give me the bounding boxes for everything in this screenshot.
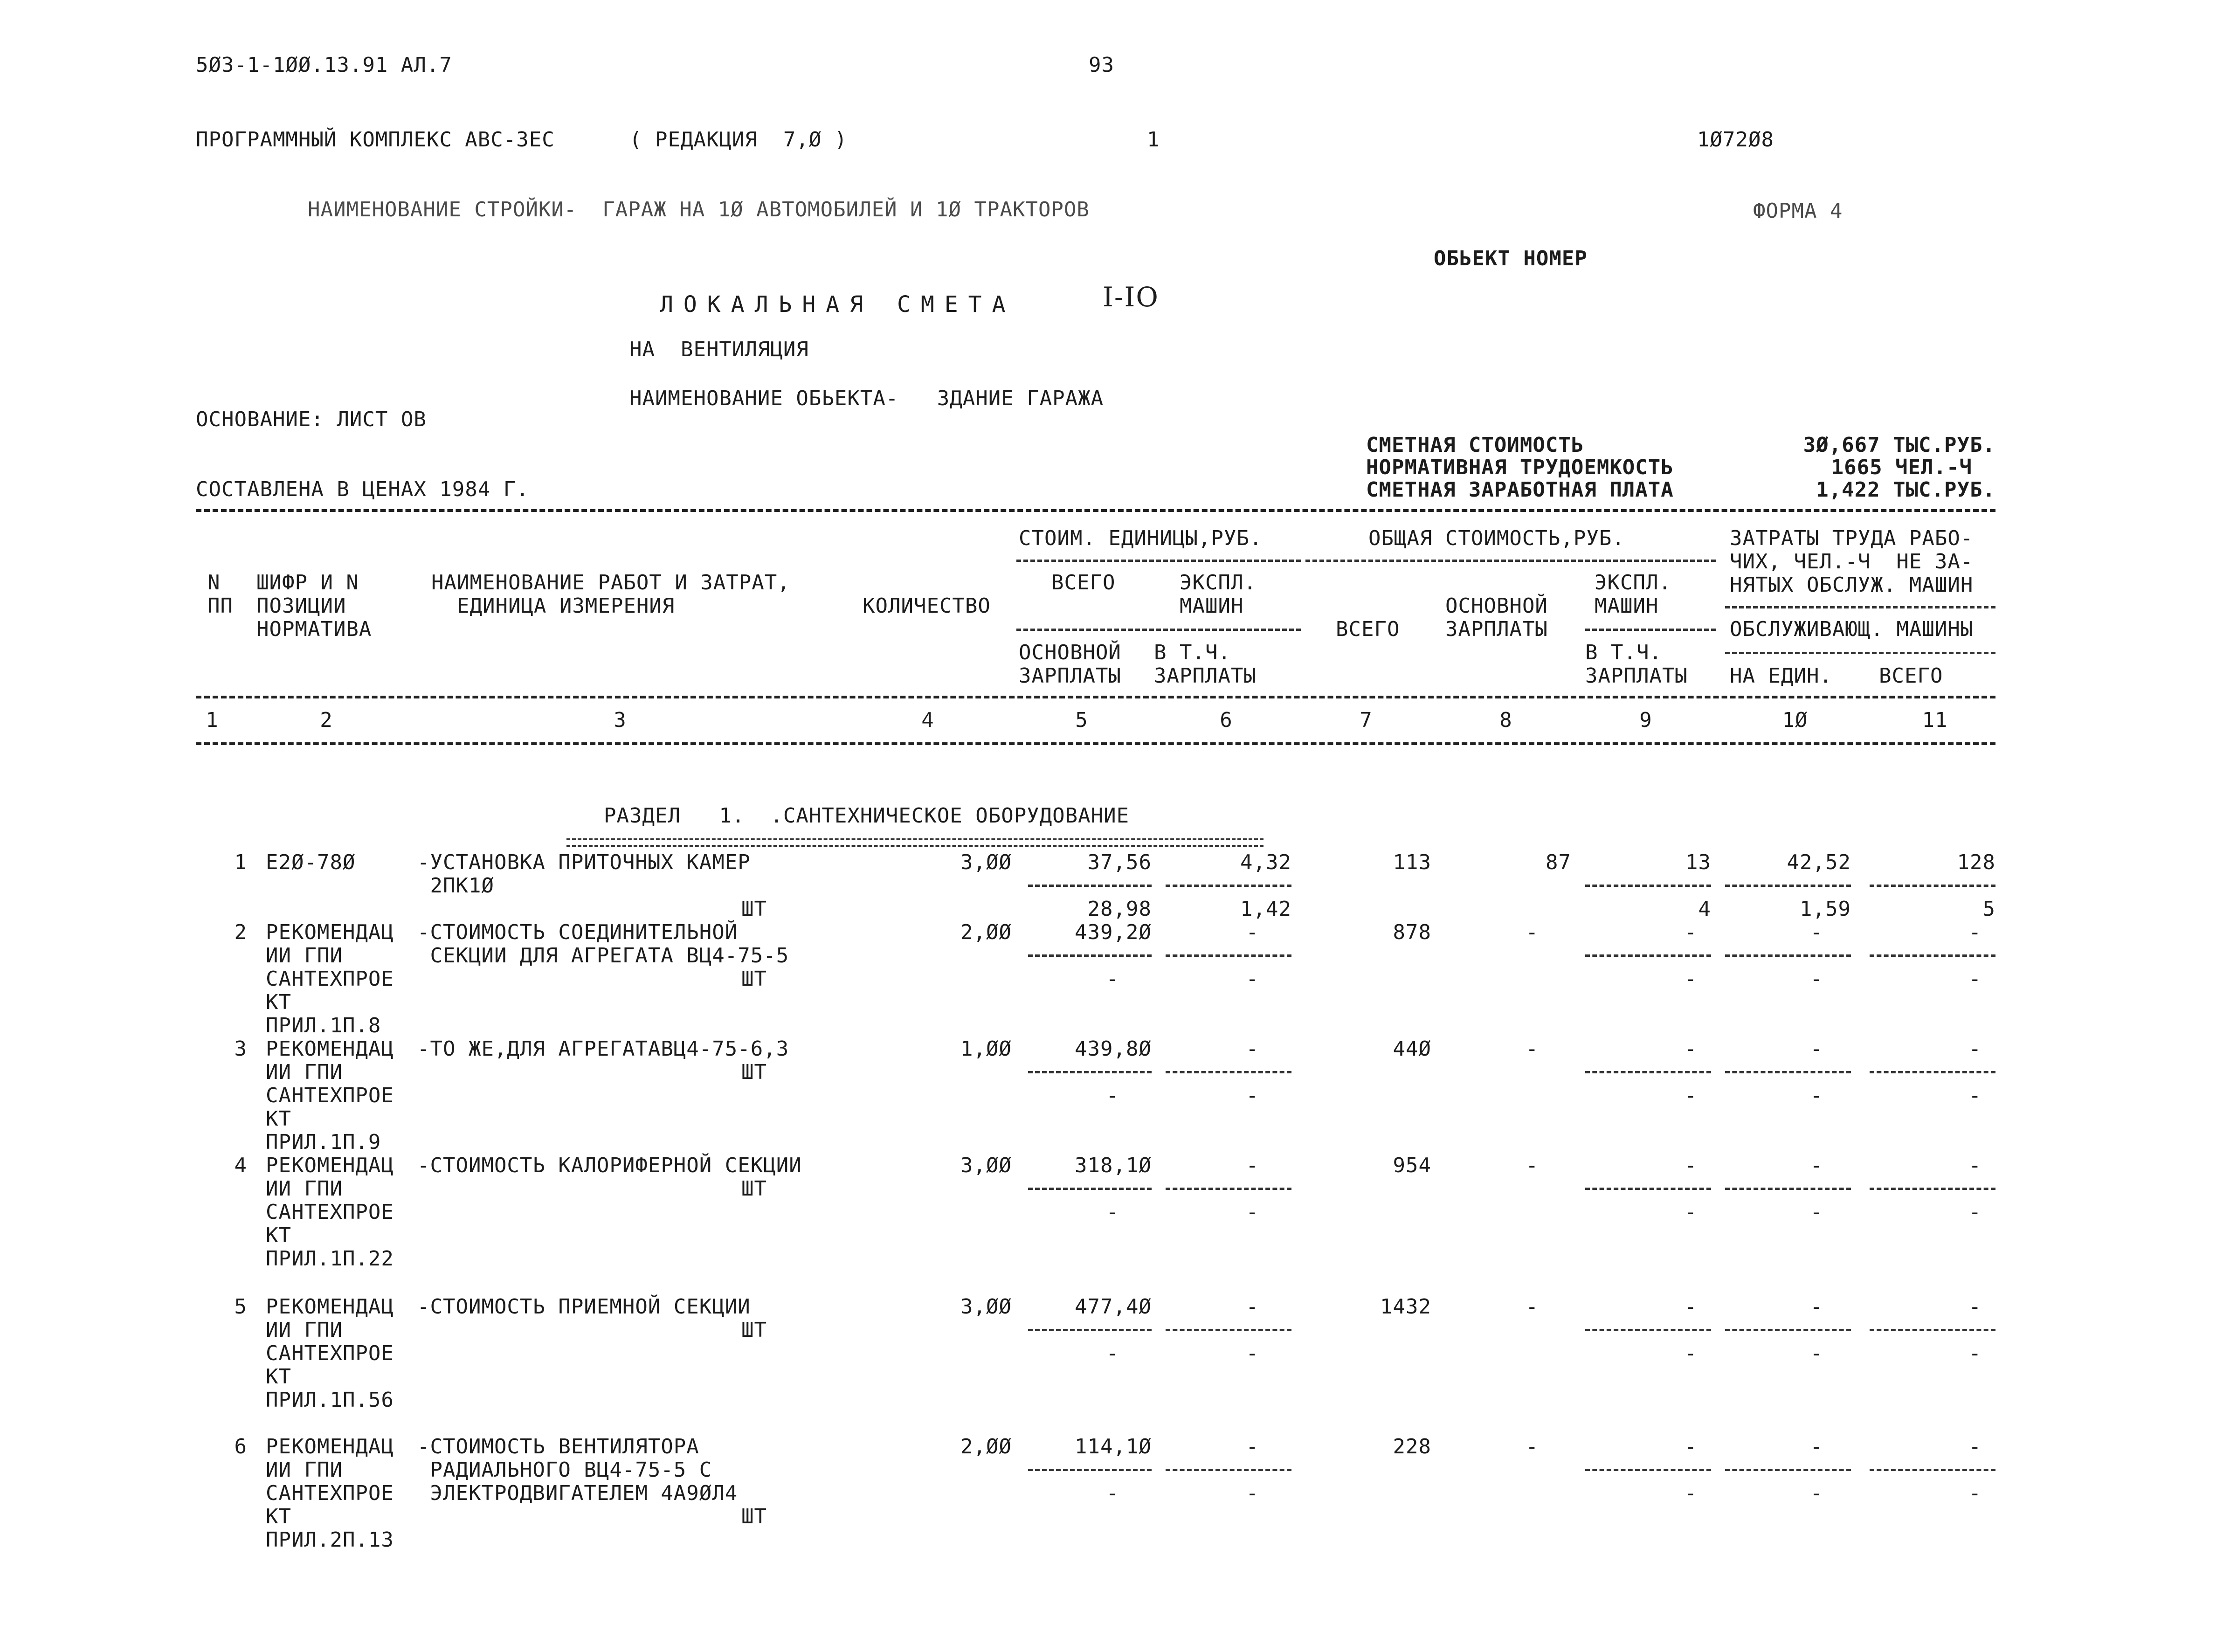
header-tc-mid-rule xyxy=(1585,629,1716,631)
header-col-name: НАИМЕНОВАНИЕ РАБОТ И ЗАТРАТ, ЕДИНИЦА ИЗМЕРЕНИЯ xyxy=(431,571,790,618)
row-name: -ТО ЖЕ,ДЛЯ АГРЕГАТАВЦ4-75-6,3 xyxy=(417,1037,789,1061)
prices-label: СОСТАВЛЕНА В ЦЕНАХ 1984 Г. xyxy=(196,477,529,501)
estimate-number: 1Ø72Ø8 xyxy=(1697,128,1774,152)
document-title-number: I-IO xyxy=(1103,281,1159,313)
row-number: 6 xyxy=(234,1435,247,1458)
row-labor-unit: - xyxy=(1810,1037,1823,1061)
row-number: 2 xyxy=(234,920,247,944)
summary-value: 1,422 ТЫС.РУБ. xyxy=(1816,478,1995,502)
column-number: 1Ø xyxy=(1782,708,1808,732)
row-split-rule xyxy=(1585,1071,1711,1073)
row-split-rule xyxy=(1585,1469,1711,1471)
row-uc-split-rule xyxy=(1166,954,1291,957)
summary-value: 3Ø,667 ТЫС.РУБ. xyxy=(1803,433,1995,457)
row-wage: - xyxy=(1526,1154,1539,1177)
object-number: ОБЬЕКТ НОМЕР xyxy=(1434,247,1588,270)
row-uc-machines: - xyxy=(1246,1154,1259,1177)
sheet-number: 1 xyxy=(1147,128,1160,152)
row-uc-incl: - xyxy=(1246,1481,1259,1505)
row-code: РЕКОМЕНДАЦ ИИ ГПИ САНТЕХПРОЕ КТ ПРИЛ.2П.13 xyxy=(266,1435,394,1552)
row-uc-machines: - xyxy=(1246,920,1259,944)
row-split-rule xyxy=(1725,1071,1851,1073)
header-top-rule xyxy=(196,509,1995,512)
column-number: 1 xyxy=(206,708,219,732)
summary-label: СМЕТНАЯ ЗАРАБОТНАЯ ПЛАТА xyxy=(1366,478,1674,502)
object-name: НАИМЕНОВАНИЕ ОБЬЕКТА- ЗДАНИЕ ГАРАЖА xyxy=(629,387,1104,410)
row-unit: ШТ xyxy=(741,1060,767,1084)
row-labor-unit-2: - xyxy=(1810,1084,1823,1107)
row-unit: ШТ xyxy=(741,967,767,991)
basis-label: ОСНОВАНИЕ: ЛИСТ ОВ xyxy=(196,408,427,431)
row-labor-unit: - xyxy=(1810,920,1823,944)
row-machines: 13 xyxy=(1685,850,1711,874)
row-total: 1432 xyxy=(1380,1295,1431,1319)
row-uc-total: 114,1Ø xyxy=(1075,1435,1152,1458)
row-total: 954 xyxy=(1393,1154,1431,1177)
row-split-rule xyxy=(1585,885,1711,887)
row-uc-wage: - xyxy=(1106,1200,1119,1224)
row-incl: - xyxy=(1684,1200,1697,1224)
row-labor-unit-2: - xyxy=(1810,1341,1823,1365)
row-uc-incl: - xyxy=(1246,1200,1259,1224)
header-col-number: N ПП xyxy=(207,571,233,618)
header-labor-rule-2 xyxy=(1725,652,1995,654)
header-bottom-rule xyxy=(196,742,1995,745)
row-labor-total-2: - xyxy=(1968,1200,1981,1224)
row-qty: 3,ØØ xyxy=(960,1295,1012,1319)
column-number: 4 xyxy=(921,708,934,732)
row-uc-wage: - xyxy=(1106,1084,1119,1107)
row-total: 113 xyxy=(1393,850,1431,874)
row-unit: ШТ xyxy=(741,897,767,921)
row-machines: - xyxy=(1684,1295,1697,1319)
row-qty: 2,ØØ xyxy=(960,1435,1012,1458)
row-unit: ШТ xyxy=(741,1318,767,1342)
row-code: РЕКОМЕНДАЦ ИИ ГПИ САНТЕХПРОЕ КТ ПРИЛ.1П.8 xyxy=(266,920,394,1037)
row-uc-machines: 4,32 xyxy=(1240,850,1291,874)
row-incl: - xyxy=(1684,1084,1697,1107)
column-number: 3 xyxy=(614,708,627,732)
row-qty: 3,ØØ xyxy=(960,1154,1012,1177)
section-title: РАЗДЕЛ 1. .САНТЕХНИЧЕСКОЕ ОБОРУДОВАНИЕ xyxy=(604,804,1130,828)
row-code: РЕКОМЕНДАЦ ИИ ГПИ САНТЕХПРОЕ КТ ПРИЛ.1П.56 xyxy=(266,1295,394,1412)
summary-label: НОРМАТИВНАЯ ТРУДОЕМКОСТЬ xyxy=(1366,456,1674,479)
row-machines: - xyxy=(1684,1037,1697,1061)
header-numbers-rule xyxy=(196,696,1995,698)
row-unit: ШТ xyxy=(741,1177,767,1201)
row-uc-split-rule xyxy=(1166,885,1291,887)
row-split-rule xyxy=(1870,1188,1995,1190)
header-uc-machines: ЭКСПЛ. МАШИН xyxy=(1180,571,1257,618)
row-machines: - xyxy=(1684,1435,1697,1458)
row-split-rule xyxy=(1585,954,1711,957)
row-machines: - xyxy=(1684,1154,1697,1177)
row-labor-unit: - xyxy=(1810,1295,1823,1319)
header-tc-incl: В Т.Ч. ЗАРПЛАТЫ xyxy=(1585,641,1688,688)
header-labor-machines: ОБСЛУЖИВАЮЩ. МАШИНЫ xyxy=(1730,617,1974,641)
row-split-rule xyxy=(1585,1329,1711,1331)
row-name: -СТОИМОСТЬ ПРИЕМНОЙ СЕКЦИИ xyxy=(417,1295,751,1319)
row-uc-total: 37,56 xyxy=(1087,850,1152,874)
row-labor-unit: - xyxy=(1810,1435,1823,1458)
row-uc-total: 439,2Ø xyxy=(1075,920,1152,944)
row-incl: - xyxy=(1684,967,1697,991)
header-uc-mid-rule xyxy=(1016,629,1301,631)
row-split-rule xyxy=(1725,1469,1851,1471)
row-labor-total-2: - xyxy=(1968,1084,1981,1107)
row-split-rule xyxy=(1870,954,1995,957)
row-total: 228 xyxy=(1393,1435,1431,1458)
row-uc-total: 439,8Ø xyxy=(1075,1037,1152,1061)
summary-value: 1665 ЧЕЛ.-Ч xyxy=(1831,456,1972,479)
row-name: -УСТАНОВКА ПРИТОЧНЫХ КАМЕР 2ПК1Ø xyxy=(417,850,751,898)
row-uc-machines: - xyxy=(1246,1037,1259,1061)
column-number: 5 xyxy=(1075,708,1088,732)
column-number: 2 xyxy=(320,708,333,732)
row-wage: - xyxy=(1526,1295,1539,1319)
page-number: 93 xyxy=(1089,53,1114,77)
header-labor-total: ВСЕГО xyxy=(1879,664,1943,688)
row-number: 4 xyxy=(234,1154,247,1177)
row-wage: - xyxy=(1526,1037,1539,1061)
column-number: 11 xyxy=(1922,708,1948,732)
row-uc-split-rule xyxy=(1028,885,1152,887)
row-uc-wage: - xyxy=(1106,967,1119,991)
row-uc-split-rule xyxy=(1028,954,1152,957)
row-machines: - xyxy=(1684,920,1697,944)
row-number: 5 xyxy=(234,1295,247,1319)
header-unit-cost: СТОИМ. ЕДИНИЦЫ,РУБ. xyxy=(1019,526,1263,550)
row-incl: - xyxy=(1684,1341,1697,1365)
row-uc-total: 318,1Ø xyxy=(1075,1154,1152,1177)
row-uc-machines: - xyxy=(1246,1295,1259,1319)
header-unit-cost-rule xyxy=(1016,560,1301,562)
row-split-rule xyxy=(1870,1329,1995,1331)
row-number: 1 xyxy=(234,850,247,874)
row-labor-unit-2: - xyxy=(1810,1200,1823,1224)
row-incl: - xyxy=(1684,1481,1697,1505)
column-number: 7 xyxy=(1360,708,1373,732)
row-number: 3 xyxy=(234,1037,247,1061)
row-uc-split-rule xyxy=(1028,1188,1152,1190)
row-labor-total: - xyxy=(1968,1435,1981,1458)
row-qty: 1,ØØ xyxy=(960,1037,1012,1061)
row-total: 878 xyxy=(1393,920,1431,944)
row-uc-split-rule xyxy=(1166,1329,1291,1331)
row-uc-split-rule xyxy=(1028,1329,1152,1331)
row-labor-total-2: 5 xyxy=(1982,897,1995,921)
header-labor-unit: НА ЕДИН. xyxy=(1730,664,1832,688)
row-labor-total: - xyxy=(1968,1154,1981,1177)
row-name: -СТОИМОСТЬ ВЕНТИЛЯТОРА РАДИАЛЬНОГО ВЦ4-75-5 С ЭЛЕКТРОДВИГАТЕЛЕМ 4А9ØЛ4 xyxy=(417,1435,738,1505)
row-uc-wage: - xyxy=(1106,1481,1119,1505)
row-uc-split-rule xyxy=(1166,1071,1291,1073)
header-col-qty: КОЛИЧЕСТВО xyxy=(863,594,991,618)
row-split-rule xyxy=(1870,1071,1995,1073)
row-labor-total-2: - xyxy=(1968,1481,1981,1505)
row-labor-unit: 42,52 xyxy=(1787,850,1851,874)
program-name: ПРОГРАММНЫЙ КОМПЛЕКС АВС-ЗЕС xyxy=(196,128,555,152)
row-labor-unit: - xyxy=(1810,1154,1823,1177)
row-wage: 87 xyxy=(1546,850,1571,874)
header-tc-wage: ОСНОВНОЙ ЗАРПЛАТЫ xyxy=(1445,594,1548,641)
row-split-rule xyxy=(1870,1469,1995,1471)
row-total: 44Ø xyxy=(1393,1037,1431,1061)
column-number: 8 xyxy=(1499,708,1512,732)
row-split-rule xyxy=(1725,954,1851,957)
row-uc-incl: - xyxy=(1246,967,1259,991)
row-labor-total: 128 xyxy=(1957,850,1995,874)
header-tc-total: ВСЕГО xyxy=(1336,617,1400,641)
column-number: 6 xyxy=(1220,708,1233,732)
row-split-rule xyxy=(1870,885,1995,887)
row-incl: 4 xyxy=(1698,897,1711,921)
row-labor-total: - xyxy=(1968,920,1981,944)
row-code: РЕКОМЕНДАЦ ИИ ГПИ САНТЕХПРОЕ КТ ПРИЛ.1П.22 xyxy=(266,1154,394,1271)
header-labor: ЗАТРАТЫ ТРУДА РАБО- ЧИХ, ЧЕЛ.-Ч НЕ ЗА- НЯТЫХ ОБСЛУЖ. МАШИН xyxy=(1730,526,1974,597)
row-labor-unit-2: - xyxy=(1810,967,1823,991)
row-labor-unit-2: - xyxy=(1810,1481,1823,1505)
row-wage: - xyxy=(1526,1435,1539,1458)
row-split-rule xyxy=(1725,1329,1851,1331)
section-title-underline xyxy=(566,838,1263,847)
row-uc-total: 477,4Ø xyxy=(1075,1295,1152,1319)
row-labor-total-2: - xyxy=(1968,1341,1981,1365)
header-total-cost: ОБЩАЯ СТОИМОСТЬ,РУБ. xyxy=(1368,526,1625,550)
header-uc-total: ВСЕГО xyxy=(1051,571,1116,594)
document-code: 5Ø3-1-1ØØ.13.91 АЛ.7 xyxy=(196,53,452,77)
row-code: Е2Ø-78Ø xyxy=(266,850,356,874)
header-total-cost-rule xyxy=(1305,560,1716,562)
row-qty: 2,ØØ xyxy=(960,920,1012,944)
row-code: РЕКОМЕНДАЦ ИИ ГПИ САНТЕХПРОЕ КТ ПРИЛ.1П.9 xyxy=(266,1037,394,1154)
row-uc-incl: 1,42 xyxy=(1240,897,1291,921)
row-labor-total: - xyxy=(1968,1295,1981,1319)
estimate-subject: НА ВЕНТИЛЯЦИЯ xyxy=(629,338,809,361)
document-title: ЛОКАЛЬНАЯ СМЕТА xyxy=(660,291,1016,318)
row-split-rule xyxy=(1725,885,1851,887)
row-labor-unit-2: 1,59 xyxy=(1800,897,1851,921)
row-qty: 3,ØØ xyxy=(960,850,1012,874)
construction-name: НАИМЕНОВАНИЕ СТРОЙКИ- ГАРАЖ НА 1Ø АВТОМОБИЛЕЙ И 1Ø ТРАКТОРОВ xyxy=(308,198,1090,221)
row-wage: - xyxy=(1526,920,1539,944)
row-uc-wage: - xyxy=(1106,1341,1119,1365)
column-number: 9 xyxy=(1639,708,1652,732)
row-uc-incl: - xyxy=(1246,1084,1259,1107)
header-tc-machines: ЭКСПЛ. МАШИН xyxy=(1595,571,1671,618)
row-uc-split-rule xyxy=(1028,1071,1152,1073)
row-uc-incl: - xyxy=(1246,1341,1259,1365)
row-split-rule xyxy=(1725,1188,1851,1190)
header-uc-wage: ОСНОВНОЙ ЗАРПЛАТЫ xyxy=(1019,641,1121,688)
row-unit: ШТ xyxy=(741,1505,767,1528)
row-uc-split-rule xyxy=(1166,1469,1291,1471)
row-uc-split-rule xyxy=(1166,1188,1291,1190)
form-label: ФОРМА 4 xyxy=(1753,199,1843,223)
header-col-code: ШИФР И N ПОЗИЦИИ НОРМАТИВА xyxy=(256,571,372,641)
row-labor-total-2: - xyxy=(1968,967,1981,991)
header-uc-incl: В Т.Ч. ЗАРПЛАТЫ xyxy=(1154,641,1257,688)
row-name: -СТОИМОСТЬ СОЕДИНИТЕЛЬНОЙ СЕКЦИИ ДЛЯ АГРЕГАТА ВЦ4-75-5 xyxy=(417,920,789,968)
row-split-rule xyxy=(1585,1188,1711,1190)
row-labor-total: - xyxy=(1968,1037,1981,1061)
header-labor-rule xyxy=(1725,606,1995,608)
program-edition: ( РЕДАКЦИЯ 7,Ø ) xyxy=(629,128,848,152)
row-uc-split-rule xyxy=(1028,1469,1152,1471)
summary-label: СМЕТНАЯ СТОИМОСТЬ xyxy=(1366,433,1584,457)
row-uc-wage: 28,98 xyxy=(1087,897,1152,921)
row-name: -СТОИМОСТЬ КАЛОРИФЕРНОЙ СЕКЦИИ xyxy=(417,1154,802,1177)
row-uc-machines: - xyxy=(1246,1435,1259,1458)
